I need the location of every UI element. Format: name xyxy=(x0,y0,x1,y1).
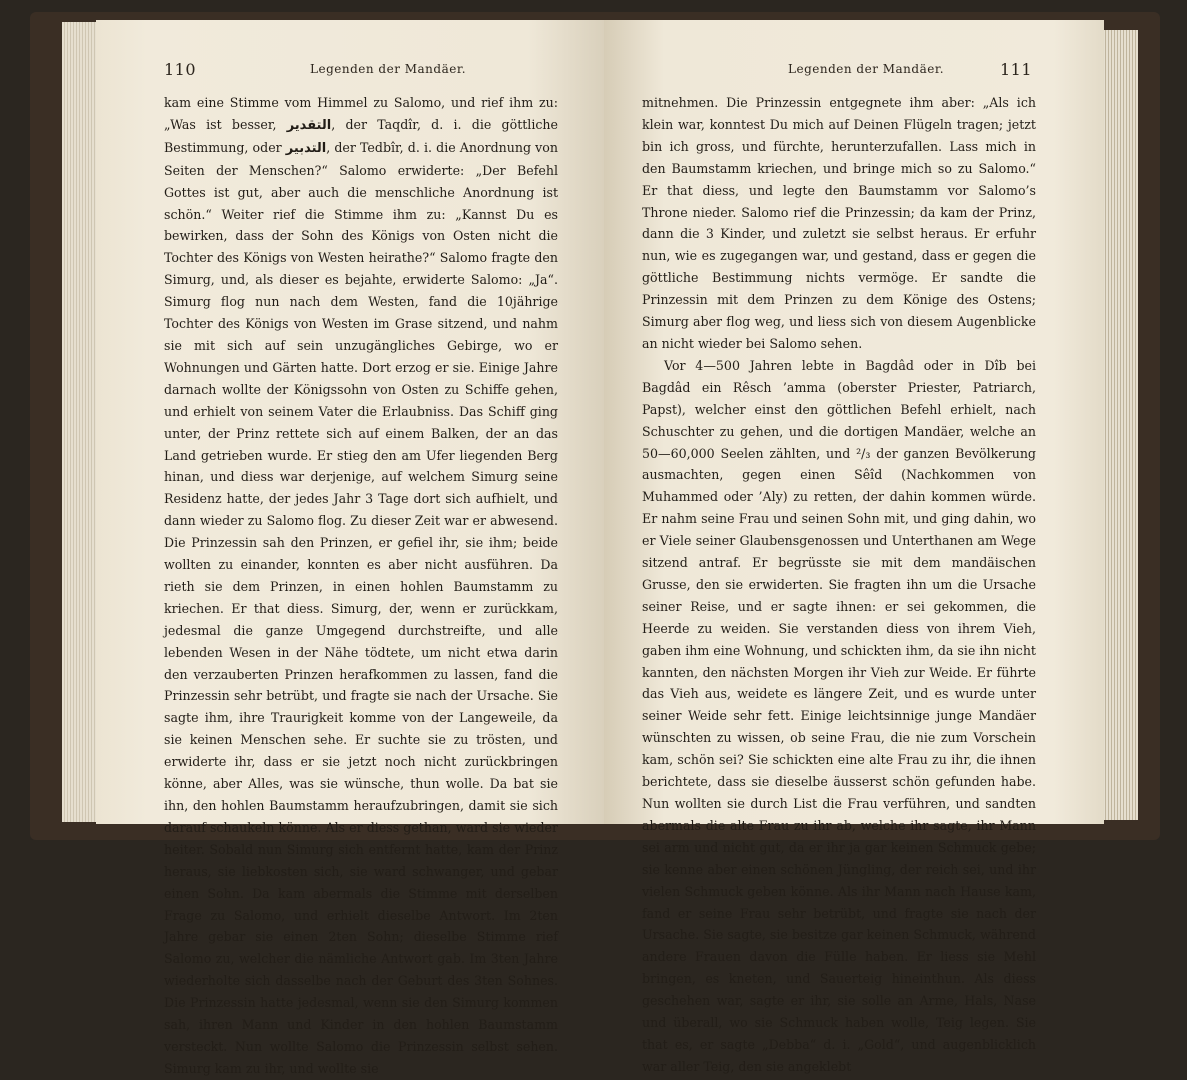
arabic-word: التدبير xyxy=(285,140,327,156)
left-page-body xyxy=(164,92,558,1080)
arabic-word: التقدير xyxy=(286,117,332,133)
running-title: Legenden der Mandäer. xyxy=(788,62,945,76)
right-page-edges xyxy=(1100,30,1138,820)
fraction: ²/₃ xyxy=(856,445,871,461)
text-segment: , der Tedbîr, d. i. die Anordnung von Seiten der Menschen?“ Salomo erwiderte: „Der Befehl Gottes ist gut, aber auch die menschliche Anordnung ist schön.“ Weiter rief die Stimme ihm zu: „Kannst Du es bewirken, dass der Sohn des Königs von Osten nicht die Tochter des Königs von Westen heirathe?“ Salomo fragte den Simurg, und, als dieser es bejahte, erwiderte Salomo: „Ja“. Simurg flog nun nach dem Westen, fand die 10jährige Tochter des Königs von Westen im Grase sitzend, und nahm sie mit sich auf sein unzugängliches Gebirge, wo er Wohnungen und Gärten hatte. Dort erzog er sie. Einige Jahre darnach wollte der Königssohn von Osten zu Schiffe gehen, und erhielt von seinem Vater die Erlaubniss. Das Schiff ging unter, der Prinz rettete sich auf einem Balken, der an das Land getrieben wurde. Er stieg den am Ufer liegenden Berg hinan, und diess war derjenige, auf welchem Simurg seine Residenz hatte, der jedes Jahr 3 Tage dort sich aufhielt, und dann wieder zu Salomo flog. Zu dieser Zeit war er abwesend. Die Prinzessin sah den Prinzen, er gefiel ihr, sie ihm; beide wollten zu einander, konnten es aber nicht ausführen. Da rieth sie dem Prinzen, in einen hohlen Baumstamm zu kriechen. Er that diess. Simurg, der, wenn er zurückkam, jedesmal die ganze Umgegend durchstreifte, und alle lebenden Wesen in der Nähe tödtete, um nicht etwa darin den verzauberten Prinzen herafkommen zu lassen, fand die Prinzessin sehr betrübt, und fragte sie nach der Ursache. Sie sagte ihm, ihre Traurigkeit komme von der Langeweile, da sie keinen Menschen sehe. Er suchte sie zu trösten, und erwiderte ihr, dass er sie jetzt noch nicht zurückbringen könne, aber Alles, was sie wünsche, thun wolle. Da bat sie ihn, den hohlen Baumstamm heraufzubringen, damit sie sich darauf schaukeln könne. Als er diess gethan, ward sie wieder heiter. Sobald nun Simurg sich entfernt hatte, kam der Prinz heraus, sie liebkosten sich, sie ward schwanger, und gebar einen Sohn. Da kam abermals die Stimme mit derselben Frage zu Salomo, und erhielt dieselbe Antwort. Im 2ten Jahre gebar sie einen 2ten Sohn; dieselbe Stimme rief Salomo zu, welcher die nämliche Antwort gab. Im 3ten Jahre wiederholte sich dasselbe nach der Geburt des 3ten Sohnes. Die Prinzessin hatte jedesmal, wenn sie den Simurg kommen sah, ihren Mann und Kinder in den hohlen Baumstamm versteckt. Nun wollte Salomo die Prinzessin selbst sehen. Simurg kam zu ihr, und wollte sie xyxy=(164,139,558,1076)
paragraph xyxy=(642,355,1036,1078)
left-page xyxy=(96,20,604,1076)
text-segment: Vor 4—500 Jahren lebte in Bagdâd oder in Dîb bei Bagdâd ein Rêsch ’amma (oberster Priester, Patriarch, Papst), welcher einst den göttlichen Befehl erhielt, nach Schuschter zu gehen, und die dortigen Mandäer, welche an 50—60,000 Seelen zählten, und xyxy=(642,357,1036,461)
paragraph xyxy=(164,92,558,1080)
text-segment: kam eine Stimme vom Himmel zu Salomo, und rief ihm zu: „Was ist besser, xyxy=(164,95,558,132)
text-segment: , der Taqdîr, d. i. die göttliche Bestimmung, oder xyxy=(164,116,558,155)
running-title: Legenden der Mandäer. xyxy=(310,62,467,76)
right-page-body xyxy=(642,92,1036,1078)
paragraph: mitnehmen. Die Prinzessin entgegnete ihm aber: „Als ich klein war, konntest Du mich auf Deinen Flügeln tragen; jetzt bin ich gross, und fürchte, herunterzufallen. Lass mich in den Baumstamm kriechen, und bringe mich so zu Salomo.“ Er that diess, und legte den Baumstamm vor Salomo’s Throne nieder. Salomo rief die Prinzessin; da kam der Prinz, dann die 3 Kinder, und zuletzt sie selbst heraus. Er erfuhr nun, wie es zugegangen war, und gestand, dass er gegen die göttliche Bestimmung nichts vermöge. Er sandte die Prinzessin mit dem Prinzen zu dem Könige des Ostens; Simurg aber flog weg, und liess sich von diesem Augenblicke an nicht wieder bei Salomo sehen. xyxy=(642,95,1036,351)
page-number: 110 xyxy=(164,60,197,79)
right-page-header xyxy=(642,62,1032,86)
text-segment: der ganzen Bevölkerung ausmachten, gegen einen Sêîd (Nachkommen von Muhammed oder ’Aly) zu retten, der dahin kommen würde. Er nahm seine Frau und seinen Sohn mit, und ging dahin, wo er Viele seiner Glaubensgenossen und Unterthanen am Wege sitzend antraf. Er begrüsste sie mit dem mandäischen Grusse, den sie erwiderten. Sie fragten ihn um die Ursache seiner Reise, und er sagte ihnen: er sei gekommen, die Heerde zu weiden. Sie verstanden diess von ihrem Vieh, gaben ihm eine Wohnung, und schickten ihm, da sie ihn nicht kannten, den nächsten Morgen ihr Vieh zur Weide. Er führte das Vieh aus, weidete es längere Zeit, und es wurde unter seiner Weide sehr fett. Einige leichtsinnige junge Mandäer wünschten zu wissen, ob seine Frau, die nie zum Vorschein kam, schön sei? Sie schickten eine alte Frau zu ihr, die ihnen berichtete, dass sie dieselbe äusserst schön gefunden habe. Nun wollten sie durch List die Frau verführen, und sandten abermals die alte Frau zu ihr ab, welche ihr sagte, ihr Mann sei arm und nicht gut, da er ihr ja gar keinen Schmuck gebe; sie kenne aber einen schönen Jüngling, der reich sei, und ihr vielen Schmuck geben könne. Als ihr Mann nach Hause kam, fand er seine Frau sehr betrübt, und fragte sie nach der Ursache. Sie sagte, sie besitze gar keinen Schmuck, während andere Frauen davon die Fülle haben. Er liess sie Mehl bringen, es kneten, und Sauerteig hineinthun. Als diess geschehen war, sagte er ihr, sie solle an Arme, Hals, Nase und überall, wo sie Schmuck haben wolle, Teig legen. Sie that es, er sagte „Debba“ d. i. „Gold“, und augenblicklich war aller Teig, den sie angeklebt xyxy=(642,445,1036,1074)
page-number: 111 xyxy=(999,60,1032,79)
left-page-header xyxy=(164,62,562,86)
right-page xyxy=(604,20,1104,1074)
